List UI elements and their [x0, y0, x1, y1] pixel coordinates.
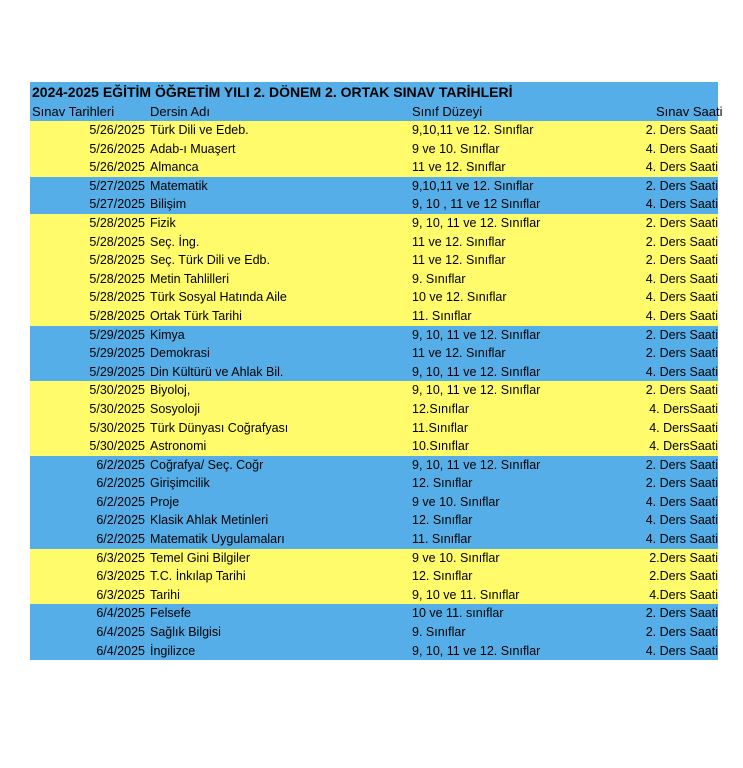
table-row: [30, 158, 718, 177]
exam-date-cell: 5/29/2025: [89, 364, 145, 379]
course-name-cell: Demokrasi: [150, 346, 210, 361]
table-row: [30, 419, 718, 438]
course-name-cell: Seç. Türk Dili ve Edb.: [150, 253, 270, 268]
table-row: [30, 604, 718, 623]
header-class-level: Sınıf Düzeyi: [412, 104, 483, 119]
class-level-cell: 10 ve 11. sınıflar: [412, 606, 504, 621]
exam-time-cell: 2.Ders Saati: [649, 550, 718, 565]
table-row: [30, 437, 718, 456]
table-row: [30, 567, 718, 586]
exam-date-cell: 5/28/2025: [89, 308, 145, 323]
exam-time-cell: 4. DersSaati: [649, 401, 718, 416]
class-level-cell: 9. Sınıflar: [412, 625, 466, 640]
exam-date-cell: 5/28/2025: [89, 290, 145, 305]
exam-time-cell: 2. Ders Saati: [645, 123, 718, 137]
course-name-cell: Astronomi: [150, 439, 207, 454]
exam-time-cell: 4. DersSaati: [649, 420, 718, 435]
exam-time-cell: 4. Ders Saati: [645, 197, 718, 212]
exam-time-cell: 2. Ders Saati: [645, 476, 718, 491]
course-name-cell: Kimya: [150, 327, 185, 342]
table-row: [30, 177, 718, 196]
table-row: [30, 381, 718, 400]
exam-time-cell: 2. Ders Saati: [645, 606, 718, 621]
exam-time-cell: 4. Ders Saati: [645, 532, 718, 547]
class-level-cell: 9, 10, 11 ve 12. Sınıflar: [412, 643, 541, 658]
header-course-name: Dersin Adı: [150, 104, 210, 119]
class-level-cell: 9. Sınıflar: [412, 271, 466, 286]
class-level-cell: 9,10,11 ve 12. Sınıflar: [412, 178, 534, 193]
exam-date-cell: 5/27/2025: [89, 197, 145, 212]
exam-date-cell: 6/3/2025: [96, 569, 145, 584]
header-exam-dates: Sınav Tarihleri: [32, 104, 115, 119]
exam-date-cell: 5/28/2025: [89, 234, 145, 249]
course-name-cell: Klasik Ahlak Metinleri: [150, 513, 269, 528]
course-name-cell: Din Kültürü ve Ahlak Bil.: [150, 364, 284, 379]
exam-time-cell: 4. Ders Saati: [645, 494, 718, 509]
course-name-cell: Matematik: [150, 178, 208, 193]
course-name-cell: Türk Sosyal Hatında Aile: [150, 290, 287, 305]
class-level-cell: 11 ve 12. Sınıflar: [412, 160, 506, 175]
class-level-cell: 9 ve 10. Sınıflar: [412, 141, 500, 156]
table-row: [30, 456, 718, 475]
class-level-cell: 12.Sınıflar: [412, 401, 469, 416]
class-level-cell: 12. Sınıflar: [412, 476, 473, 491]
exam-date-cell: 5/26/2025: [89, 141, 145, 156]
exam-time-cell: 2. Ders Saati: [645, 215, 718, 230]
exam-time-cell: 4.Ders Saati: [649, 587, 718, 602]
class-level-cell: 11 ve 12. Sınıflar: [412, 346, 506, 361]
class-level-cell: 9, 10 ve 11. Sınıflar: [412, 587, 520, 602]
class-level-cell: 10 ve 12. Sınıflar: [412, 290, 507, 305]
course-name-cell: Tarihi: [150, 587, 180, 602]
table-row: [30, 474, 718, 493]
table-row: [30, 623, 718, 642]
exam-date-cell: 6/4/2025: [96, 625, 145, 640]
table-row: [30, 530, 718, 549]
course-name-cell: Almanca: [150, 160, 199, 175]
exam-time-cell: 2. Ders Saati: [645, 383, 718, 398]
course-name-cell: İngilizce: [150, 643, 196, 658]
exam-date-cell: 5/30/2025: [89, 439, 145, 454]
table-row: [30, 642, 718, 661]
table-row: [30, 121, 718, 140]
course-name-cell: Türk Dili ve Edeb.: [150, 123, 249, 137]
course-name-cell: Ortak Türk Tarihi: [150, 308, 242, 323]
exam-time-cell: 2. Ders Saati: [645, 346, 718, 361]
course-name-cell: Bilişim: [150, 197, 187, 212]
table-row: [30, 586, 718, 605]
exam-date-cell: 6/3/2025: [96, 587, 145, 602]
class-level-cell: 11. Sınıflar: [412, 308, 472, 323]
header-exam-time: Sınav Saati: [656, 104, 723, 119]
class-level-cell: 9, 10, 11 ve 12. Sınıflar: [412, 364, 541, 379]
table-row: [30, 233, 718, 252]
table-row: [30, 549, 718, 568]
exam-time-cell: 4. Ders Saati: [645, 513, 718, 528]
course-name-cell: Sağlık Bilgisi: [150, 625, 221, 640]
course-name-cell: Felsefe: [150, 606, 191, 621]
exam-date-cell: 6/4/2025: [96, 643, 145, 658]
class-level-cell: 12. Sınıflar: [412, 569, 473, 584]
course-name-cell: Adab-ı Muaşert: [150, 141, 236, 156]
exam-date-cell: 6/2/2025: [96, 476, 145, 491]
exam-date-cell: 5/30/2025: [89, 401, 145, 416]
exam-time-cell: 4. Ders Saati: [645, 308, 718, 323]
exam-time-cell: 2. Ders Saati: [645, 234, 718, 249]
exam-date-cell: 6/4/2025: [96, 606, 145, 621]
table-row: [30, 511, 718, 530]
schedule-rows: [30, 121, 718, 660]
table-row: [30, 195, 718, 214]
course-name-cell: Seç. İng.: [150, 234, 200, 249]
exam-time-cell: 2. Ders Saati: [645, 625, 718, 640]
exam-time-cell: 4. Ders Saati: [645, 290, 718, 305]
exam-time-cell: 4. DersSaati: [649, 439, 718, 454]
sheet-title: 2024-2025 EĞİTİM ÖĞRETİM YILI 2. DÖNEM 2. ORTAK SINAV TARİHLERİ: [30, 82, 718, 103]
exam-time-cell: 2. Ders Saati: [645, 253, 718, 268]
exam-time-cell: 4. Ders Saati: [645, 364, 718, 379]
class-level-cell: 10.Sınıflar: [412, 439, 469, 454]
exam-time-cell: 2. Ders Saati: [645, 457, 718, 472]
course-name-cell: Temel Gini Bilgiler: [150, 550, 251, 565]
exam-date-cell: 5/26/2025: [89, 160, 145, 175]
class-level-cell: 9 ve 10. Sınıflar: [412, 494, 500, 509]
exam-schedule-sheet: [30, 82, 723, 660]
class-level-cell: 9, 10 , 11 ve 12 Sınıflar: [412, 197, 541, 212]
table-row: [30, 400, 718, 419]
table-row: [30, 493, 718, 512]
class-level-cell: 12. Sınıflar: [412, 513, 473, 528]
exam-date-cell: 5/30/2025: [89, 383, 145, 398]
course-name-cell: Coğrafya/ Seç. Coğr: [150, 457, 264, 472]
exam-date-cell: 5/27/2025: [89, 178, 145, 193]
exam-time-cell: 2. Ders Saati: [645, 327, 718, 342]
exam-date-cell: 6/2/2025: [96, 532, 145, 547]
class-level-cell: 11.Sınıflar: [412, 420, 469, 435]
table-row: [30, 251, 718, 270]
course-name-cell: Türk Dünyası Coğrafyası: [150, 420, 289, 435]
exam-date-cell: 5/26/2025: [89, 123, 145, 137]
class-level-cell: 11 ve 12. Sınıflar: [412, 253, 506, 268]
course-name-cell: Matematik Uygulamaları: [150, 532, 285, 547]
class-level-cell: 9 ve 10. Sınıflar: [412, 550, 500, 565]
class-level-cell: 11. Sınıflar: [412, 532, 472, 547]
course-name-cell: Sosyoloji: [150, 401, 201, 416]
exam-date-cell: 6/2/2025: [96, 513, 145, 528]
table-row: [30, 214, 718, 233]
exam-time-cell: 4. Ders Saati: [645, 643, 718, 658]
table-row: [30, 326, 718, 345]
exam-time-cell: 4. Ders Saati: [645, 160, 718, 175]
table-row: [30, 288, 718, 307]
class-level-cell: 9,10,11 ve 12. Sınıflar: [412, 123, 534, 137]
exam-date-cell: 5/30/2025: [89, 420, 145, 435]
class-level-cell: 9, 10, 11 ve 12. Sınıflar: [412, 215, 541, 230]
table-row: [30, 363, 718, 382]
course-name-cell: Girişimcilik: [150, 476, 210, 491]
table-row: [30, 140, 718, 159]
table-row: [30, 307, 718, 326]
exam-date-cell: 5/29/2025: [89, 346, 145, 361]
exam-time-cell: 2. Ders Saati: [645, 178, 718, 193]
exam-date-cell: 6/2/2025: [96, 494, 145, 509]
exam-time-cell: 2.Ders Saati: [649, 569, 718, 584]
course-name-cell: Fizik: [150, 215, 176, 230]
table-row: [30, 270, 718, 289]
course-name-cell: Biyoloj,: [150, 383, 191, 398]
column-header-row: [30, 103, 723, 121]
course-name-cell: T.C. İnkılap Tarihi: [150, 569, 246, 584]
course-name-cell: Proje: [150, 494, 180, 509]
class-level-cell: 11 ve 12. Sınıflar: [412, 234, 506, 249]
exam-time-cell: 4. Ders Saati: [645, 141, 718, 156]
course-name-cell: Metin Tahlilleri: [150, 271, 229, 286]
table-row: [30, 344, 718, 363]
exam-date-cell: 5/28/2025: [89, 271, 145, 286]
class-level-cell: 9, 10, 11 ve 12. Sınıflar: [412, 457, 541, 472]
class-level-cell: 9, 10, 11 ve 12. Sınıflar: [412, 327, 541, 342]
exam-date-cell: 6/3/2025: [96, 550, 145, 565]
exam-date-cell: 5/28/2025: [89, 253, 145, 268]
exam-date-cell: 5/28/2025: [89, 215, 145, 230]
exam-date-cell: 6/2/2025: [96, 457, 145, 472]
class-level-cell: 9, 10, 11 ve 12. Sınıflar: [412, 383, 541, 398]
exam-time-cell: 4. Ders Saati: [645, 271, 718, 286]
exam-date-cell: 5/29/2025: [89, 327, 145, 342]
